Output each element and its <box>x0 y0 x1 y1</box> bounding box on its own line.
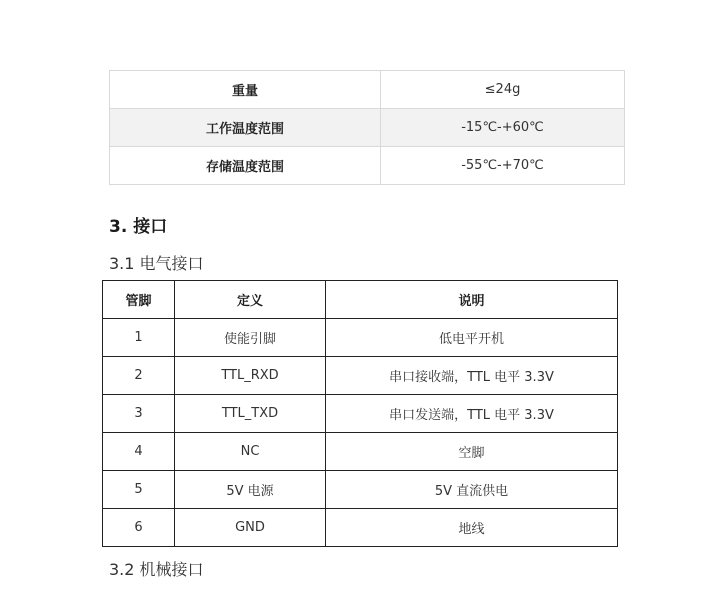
spec-label: 存储温度范围 <box>110 147 381 185</box>
table-row <box>103 357 618 395</box>
pin-number: 3 <box>103 395 175 433</box>
spec-row-storage-temp <box>110 147 625 185</box>
pin-table-header-row <box>103 281 618 319</box>
pin-number: 6 <box>103 509 175 547</box>
pin-number: 1 <box>103 319 175 357</box>
pin-definition: GND <box>175 509 326 547</box>
spec-label: 工作温度范围 <box>110 109 381 147</box>
pin-number: 4 <box>103 433 175 471</box>
table-row <box>103 319 618 357</box>
pin-description: 5V 直流供电 <box>326 471 618 509</box>
subsection-heading-electrical: 3.1 电气接口 <box>109 254 204 273</box>
table-row <box>103 433 618 471</box>
pin-definition: 使能引脚 <box>175 319 326 357</box>
header-pin: 管脚 <box>103 281 175 319</box>
pin-description: 空脚 <box>326 433 618 471</box>
header-definition: 定义 <box>175 281 326 319</box>
pin-number: 2 <box>103 357 175 395</box>
pin-definition: TTL_TXD <box>175 395 326 433</box>
subsection-heading-mechanical: 3.2 机械接口 <box>109 560 204 579</box>
pin-definition: NC <box>175 433 326 471</box>
pin-description: 低电平开机 <box>326 319 618 357</box>
table-row <box>103 471 618 509</box>
pin-description: 串口发送端，TTL 电平 3.3V <box>326 395 618 433</box>
pin-definition: TTL_RXD <box>175 357 326 395</box>
pin-number: 5 <box>103 471 175 509</box>
pin-definition: 5V 电源 <box>175 471 326 509</box>
pin-description: 串口接收端，TTL 电平 3.3V <box>326 357 618 395</box>
pin-table <box>102 280 618 547</box>
table-row <box>103 395 618 433</box>
spec-value: -15℃-+60℃ <box>381 109 625 147</box>
section-heading: 3. 接口 <box>109 217 168 237</box>
spec-row-weight <box>110 71 625 109</box>
spec-table <box>109 70 625 185</box>
table-row <box>103 509 618 547</box>
header-description: 说明 <box>326 281 618 319</box>
spec-value: ≤24g <box>381 71 625 109</box>
pin-description: 地线 <box>326 509 618 547</box>
spec-value: -55℃-+70℃ <box>381 147 625 185</box>
spec-label: 重量 <box>110 71 381 109</box>
spec-row-operating-temp <box>110 109 625 147</box>
